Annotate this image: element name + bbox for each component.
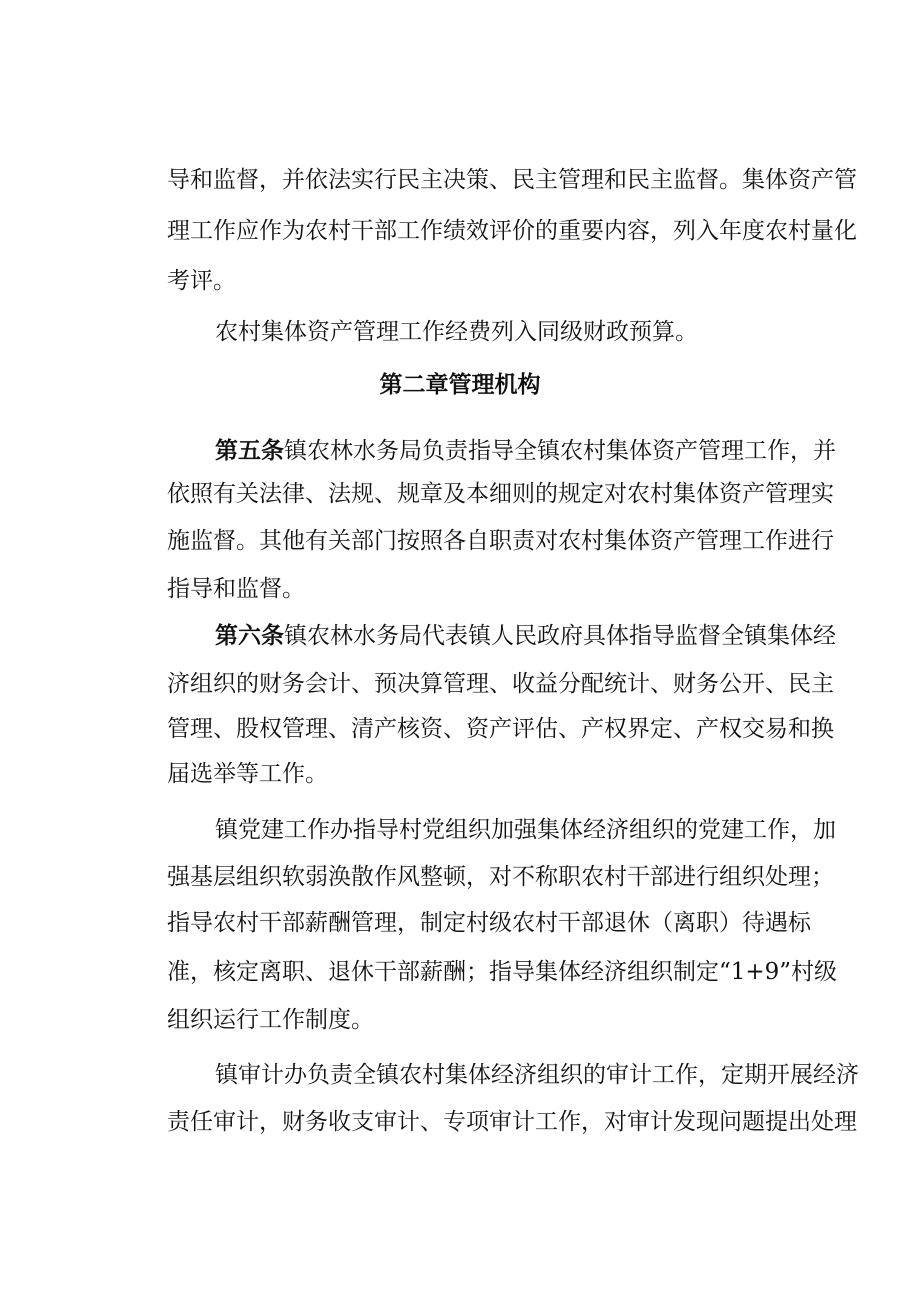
article-6-line: 管理、股权管理、清产核资、资产评估、产权界定、产权交易和换 <box>167 716 834 742</box>
party-line: 组织运行工作制度。 <box>167 1007 374 1033</box>
article-5-line: 指导和监督。 <box>167 576 305 602</box>
article-5-label: 第五条 <box>215 438 284 464</box>
article-6-text: 镇农林水务局代表镇人民政府具体指导监督全镇集体经 <box>284 623 836 649</box>
paragraph-line: 考评。 <box>167 268 236 294</box>
article-6-line <box>215 621 836 651</box>
audit-line: 镇审计办负责全镇农村集体经济组织的审计工作，定期开展经济 <box>215 1062 859 1088</box>
party-line: 镇党建工作办指导村党组织加强集体经济组织的党建工作，加 <box>215 817 836 843</box>
party-line: 指导农村干部薪酬管理，制定村级农村干部退休（离职）待遇标 <box>167 910 811 936</box>
article-5-line: 施监督。其他有关部门按照各自职责对农村集体资产管理工作进行 <box>167 528 834 554</box>
party-line: 强基层组织软弱涣散作风整顿，对不称职农村干部进行组织处理； <box>167 864 834 890</box>
article-5-line <box>215 436 836 466</box>
audit-line: 责任审计，财务收支审计、专项审计工作，对审计发现问题提出处理 <box>167 1109 857 1135</box>
article-6-line: 届选举等工作。 <box>167 761 328 787</box>
paragraph-line: 农村集体资产管理工作经费列入同级财政预算。 <box>215 319 698 345</box>
paragraph-line: 理工作应作为农村干部工作绩效评价的重要内容，列入年度农村量化 <box>167 218 857 244</box>
article-5-line: 依照有关法律、法规、规章及本细则的规定对农村集体资产管理实 <box>167 481 834 507</box>
chapter-heading: 第二章管理机构 <box>379 372 541 398</box>
article-6-label: 第六条 <box>215 623 284 649</box>
party-line: 准，核定离职、退休干部薪酬；指导集体经济组织制定“1+9”村级 <box>167 959 838 985</box>
article-5-text: 镇农林水务局负责指导全镇农村集体资产管理工作，并 <box>284 438 836 464</box>
article-6-line: 济组织的财务会计、预决算管理、收益分配统计、财务公开、民主 <box>167 671 834 697</box>
paragraph-line: 导和监督，并依法实行民主决策、民主管理和民主监督。集体资产管 <box>167 167 857 193</box>
